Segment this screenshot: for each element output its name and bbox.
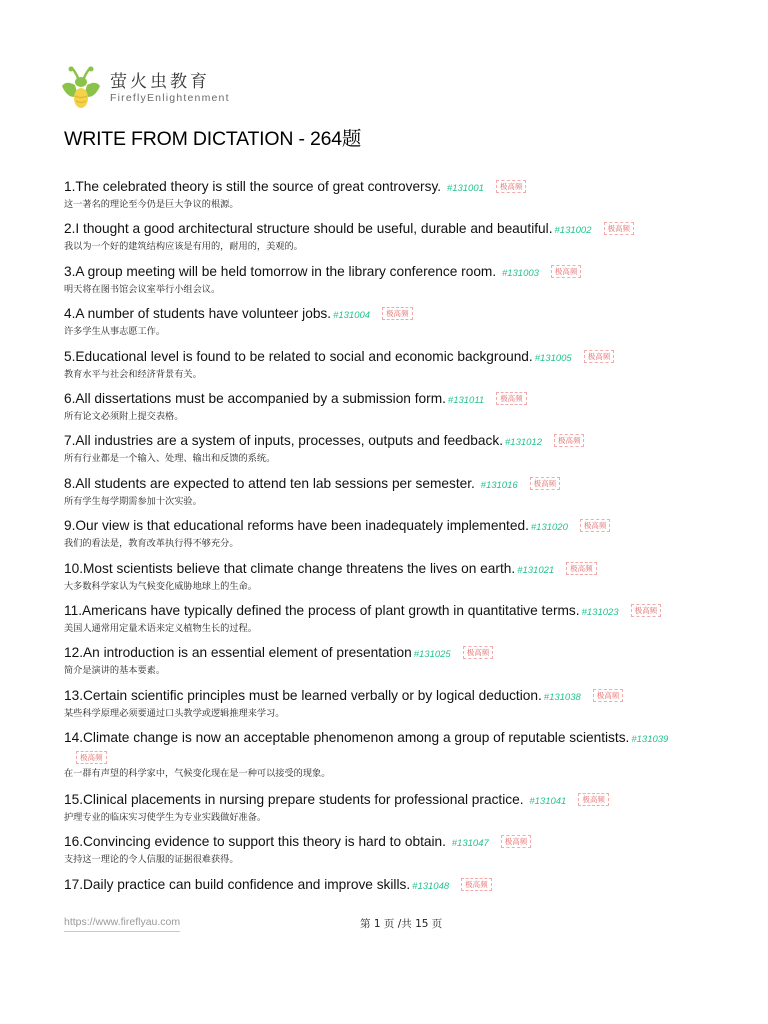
translation-text: 美国人通常用定量术语来定义植物生长的过程。 — [64, 622, 257, 634]
frequency-badge: 极高频 — [580, 519, 611, 532]
translation-text: 我以为一个好的建筑结构应该是有用的，耐用的，美观的。 — [64, 241, 303, 253]
dictation-list — [64, 177, 724, 917]
frequency-badge: 极高频 — [554, 434, 585, 447]
translation-text: 明天将在图书馆会议室举行小组会议。 — [64, 283, 221, 295]
item-code-link[interactable]: #131047 — [451, 838, 489, 850]
translation-text: 许多学生从事志愿工作。 — [64, 326, 166, 338]
sentence-text: 16.Convincing evidence to support this theory is hard to obtain. — [64, 834, 450, 850]
list-item — [64, 832, 724, 874]
footer-url-link[interactable]: https://www.fireflyau.com — [64, 916, 180, 932]
list-item — [64, 643, 724, 685]
item-code-link[interactable]: #131025 — [413, 649, 451, 661]
frequency-badge: 极高频 — [530, 477, 561, 490]
sentence-text: 8.All students are expected to attend ten lab sessions per semester. — [64, 475, 479, 491]
item-code-link[interactable]: #131023 — [581, 606, 619, 618]
firefly-logo-icon — [60, 66, 102, 110]
list-item — [64, 875, 724, 917]
frequency-badge: 极高频 — [496, 180, 527, 193]
list-item — [64, 304, 724, 346]
translation-text: 护理专业的临床实习使学生为专业实践做好准备。 — [64, 812, 267, 824]
translation-text: 所有论文必须附上提交表格。 — [64, 410, 184, 422]
item-code-link[interactable]: #131012 — [505, 437, 542, 449]
item-code-link[interactable]: #131039 — [631, 734, 669, 746]
sentence-text: 10.Most scientists believe that climate change threatens the lives on earth. — [64, 560, 516, 576]
frequency-badge: 极高频 — [604, 222, 635, 235]
sentence-text: 12.An introduction is an essential element of presentation — [64, 645, 412, 661]
frequency-badge: 极高频 — [584, 350, 615, 363]
page-title: WRITE FROM DICTATION - 264题 — [64, 128, 362, 150]
sentence-text: 3.A group meeting will be held tomorrow in the library conference room. — [64, 263, 500, 279]
list-item — [64, 347, 724, 389]
frequency-badge: 极高频 — [501, 835, 532, 848]
translation-text: 简介是演讲的基本要素。 — [64, 665, 166, 677]
translation-text: 在一群有声望的科学家中，气候变化现在是一种可以接受的现象。 — [64, 768, 331, 780]
frequency-badge: 极高频 — [463, 646, 494, 659]
sentence-text: 9.Our view is that educational reforms have been inadequately implemented. — [64, 518, 529, 534]
list-item — [64, 177, 724, 219]
sentence-text: 2.I thought a good architectural structure should be useful, durable and beautiful. — [64, 221, 553, 237]
item-code-link[interactable]: #131004 — [333, 310, 371, 322]
logo-chinese-text: 萤火虫教育 — [110, 71, 210, 92]
list-item — [64, 559, 724, 601]
list-item — [64, 389, 724, 431]
frequency-badge: 极高频 — [551, 265, 582, 278]
sentence-text: 11.Americans have typically defined the process of plant growth in quantitative terms. — [64, 602, 580, 618]
sentence-text: 17.Daily practice can build confidence and improve skills. — [64, 876, 411, 892]
item-code-link[interactable]: #131041 — [529, 796, 567, 808]
sentence-text: 13.Certain scientific principles must be learned verbally or by logical deduction. — [64, 687, 542, 703]
page-number: 第 1 页 /共 15 页 — [360, 918, 443, 930]
list-item — [64, 431, 724, 473]
list-item — [64, 474, 724, 516]
sentence-text: 5.Educational level is found to be related to social and economic background. — [64, 348, 533, 364]
sentence-text: 1.The celebrated theory is still the source of great controversy. — [64, 179, 445, 194]
translation-text: 大多数科学家认为气候变化威胁地球上的生命。 — [64, 580, 257, 592]
item-code-link[interactable]: #131038 — [543, 691, 581, 703]
translation-text: 支持这一理论的令人信服的证据很难获得。 — [64, 854, 239, 866]
item-code-link[interactable]: #131003 — [501, 267, 539, 279]
sentence-text: 4.A number of students have volunteer jobs. — [64, 306, 332, 322]
item-code-link[interactable]: #131002 — [554, 225, 592, 237]
brand-logo — [60, 66, 230, 110]
translation-text: 所有行业都是一个输入、处理、输出和反馈的系统。 — [64, 453, 276, 465]
translation-text: 这一著名的理论至今仍是巨大争议的根源。 — [64, 199, 239, 210]
translation-text: 我们的看法是，教育改革执行得不够充分。 — [64, 538, 239, 550]
translation-text: 教育水平与社会和经济背景有关。 — [64, 368, 202, 380]
frequency-badge: 极高频 — [578, 793, 609, 806]
item-code-link[interactable]: #131020 — [530, 522, 568, 534]
list-item — [64, 686, 724, 728]
frequency-badge: 极高频 — [76, 751, 107, 764]
frequency-badge: 极高频 — [382, 307, 413, 320]
item-code-link[interactable]: #131021 — [517, 564, 555, 576]
item-code-link[interactable]: #131001 — [446, 183, 484, 194]
list-item — [64, 728, 724, 790]
frequency-badge: 极高频 — [566, 562, 597, 575]
sentence-text: 7.All industries are a system of inputs, processes, outputs and feedback. — [64, 433, 503, 449]
list-item — [64, 219, 724, 261]
translation-text: 所有学生每学期需参加十次实验。 — [64, 495, 202, 507]
item-code-link[interactable]: #131048 — [412, 880, 450, 892]
list-item — [64, 262, 724, 304]
item-code-link[interactable]: #131005 — [534, 352, 572, 364]
frequency-badge: 极高频 — [496, 392, 527, 405]
frequency-badge: 极高频 — [631, 604, 662, 617]
translation-text: 某些科学原理必须要通过口头教学或逻辑推理来学习。 — [64, 707, 285, 719]
frequency-badge: 极高频 — [461, 878, 492, 891]
sentence-text: 14.Climate change is now an acceptable phenomenon among a group of reputable scientists. — [64, 730, 630, 746]
item-code-link[interactable]: #131011 — [447, 394, 485, 406]
list-item — [64, 516, 724, 558]
sentence-text: 6.All dissertations must be accompanied by a submission form. — [64, 390, 446, 406]
frequency-badge: 极高频 — [593, 689, 624, 702]
logo-english-text: FireflyEnlightenment — [110, 91, 230, 104]
list-item — [64, 790, 724, 832]
sentence-text: 15.Clinical placements in nursing prepare students for professional practice. — [64, 792, 528, 808]
item-code-link[interactable]: #131016 — [480, 479, 518, 491]
list-item — [64, 601, 724, 643]
